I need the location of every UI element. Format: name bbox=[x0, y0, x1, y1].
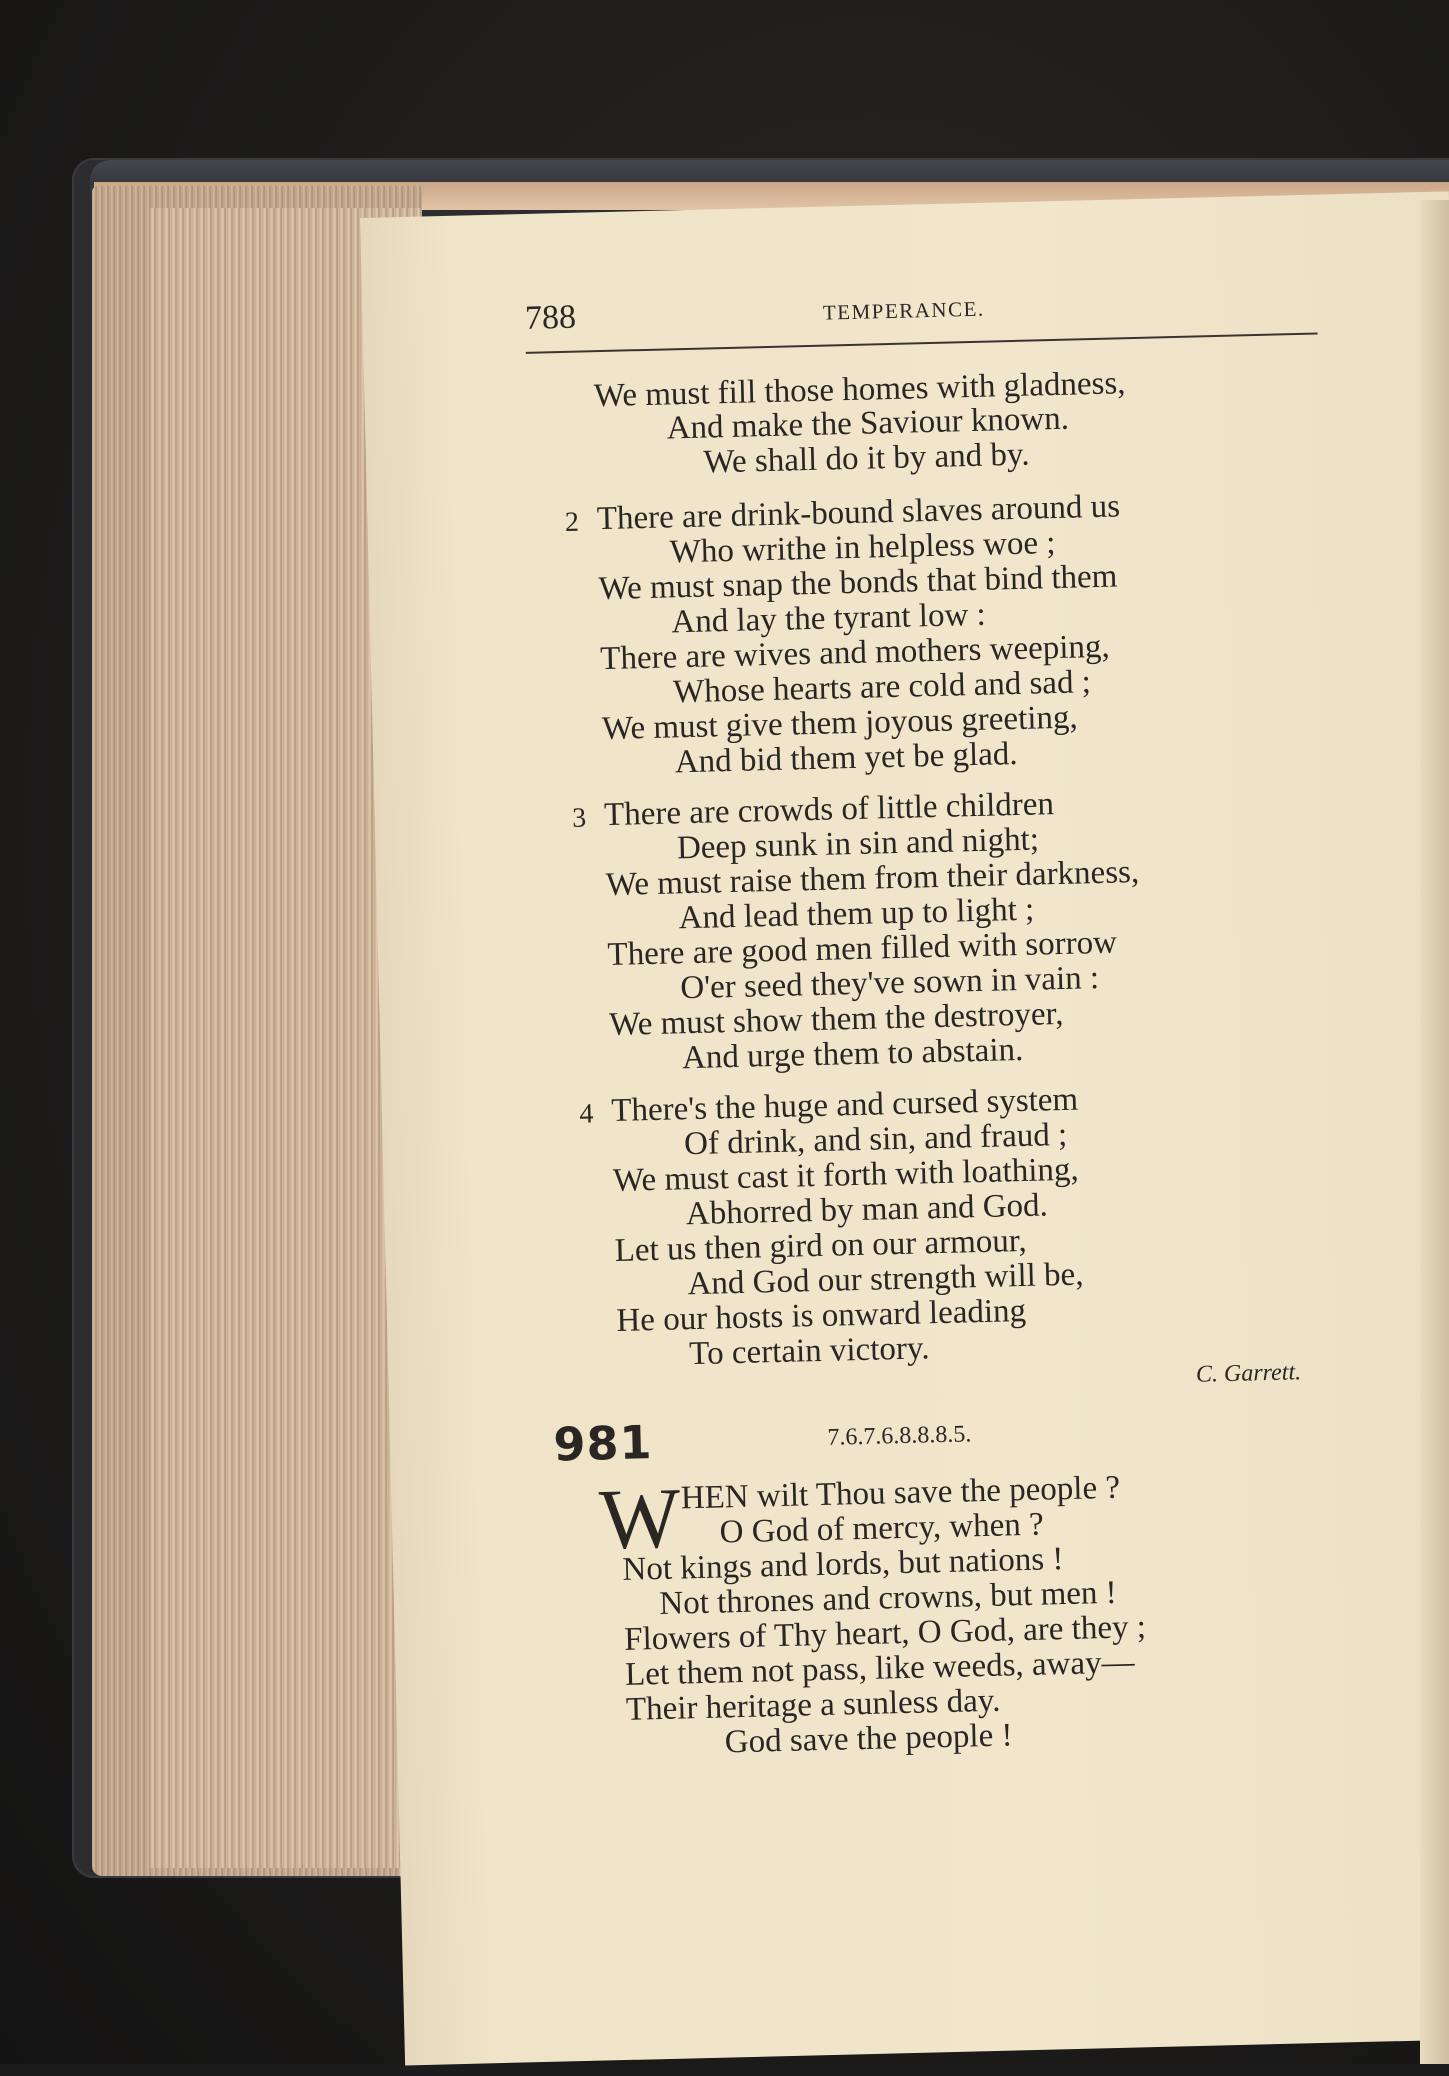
verse-line: We must raise them from their darkness, bbox=[605, 854, 1140, 904]
verse-number: 4 bbox=[579, 1098, 594, 1130]
verse-line: O'er seed they've sown in vain : bbox=[679, 960, 1100, 1007]
verse-line: And urge them to abstain. bbox=[681, 1031, 1024, 1077]
verse-line: We must cast it forth with loathing, bbox=[612, 1151, 1080, 1199]
drop-cap: W bbox=[598, 1469, 682, 1568]
verse-line: There are wives and mothers weeping, bbox=[599, 628, 1111, 678]
verse-line: We must snap the bonds that bind them bbox=[598, 558, 1118, 608]
page-header bbox=[525, 281, 1318, 350]
verse-line: And lay the tyrant low : bbox=[670, 596, 987, 641]
verse-line: We must show them the destroyer, bbox=[608, 995, 1064, 1044]
page-number: 788 bbox=[524, 298, 577, 337]
hymn-line: Their heritage a sunless day. bbox=[625, 1682, 1001, 1728]
verse-line: And lead them up to light ; bbox=[678, 891, 1035, 937]
verse-line: There are drink-bound slaves around us bbox=[596, 488, 1121, 538]
verse-line: Who writhe in helpless woe ; bbox=[669, 524, 1056, 571]
verse-line: And God our strength will be, bbox=[687, 1256, 1084, 1303]
running-head: TEMPERANCE. bbox=[822, 296, 985, 325]
verse-line: Abhorred by man and God. bbox=[685, 1187, 1049, 1233]
verse-line: Let us then gird on our armour, bbox=[614, 1222, 1028, 1269]
verse-line: There are good men filled with sorrow bbox=[607, 924, 1118, 974]
verse-line: And make the Saviour known. bbox=[666, 400, 1070, 447]
verse-number: 2 bbox=[564, 506, 580, 538]
verse-line: There are crowds of little children bbox=[603, 786, 1055, 834]
hymn-line: O God of mercy, when ? bbox=[719, 1506, 1045, 1551]
verse-line: And bid them yet be glad. bbox=[674, 735, 1018, 781]
verse-number: 3 bbox=[571, 802, 587, 834]
attribution: C. Garrett. bbox=[1195, 1359, 1302, 1388]
verse-line: He our hosts is onward leading bbox=[616, 1292, 1027, 1339]
hymn-line: Let them not pass, like weeds, away— bbox=[624, 1644, 1135, 1693]
hymn-line: Flowers of Thy heart, O God, are they ; bbox=[623, 1609, 1147, 1658]
verse-line: Deep sunk in sin and night; bbox=[676, 821, 1040, 867]
verse-line: Whose hearts are cold and sad ; bbox=[672, 664, 1092, 711]
hymn-line: Not kings and lords, but nations ! bbox=[622, 1541, 1064, 1588]
verse-line: To certain victory. bbox=[688, 1330, 930, 1373]
verse-line: We shall do it by and by. bbox=[703, 436, 1030, 481]
hymn-meter: 7.6.7.6.8.8.8.5. bbox=[827, 1421, 972, 1451]
verse-line: We must fill those homes with gladness, bbox=[593, 365, 1126, 415]
verse-line: Of drink, and sin, and fraud ; bbox=[683, 1116, 1068, 1163]
hymn-number: 981 bbox=[552, 1415, 654, 1472]
hymn-line: Not thrones and crowns, but men ! bbox=[658, 1574, 1118, 1622]
hymn-line: HEN wilt Thou save the people ? bbox=[680, 1469, 1121, 1517]
hymn-line: God save the people ! bbox=[724, 1717, 1013, 1761]
verse-line: We must give them joyous greeting, bbox=[601, 699, 1079, 748]
verse-line: There's the huge and cursed system bbox=[610, 1081, 1079, 1129]
